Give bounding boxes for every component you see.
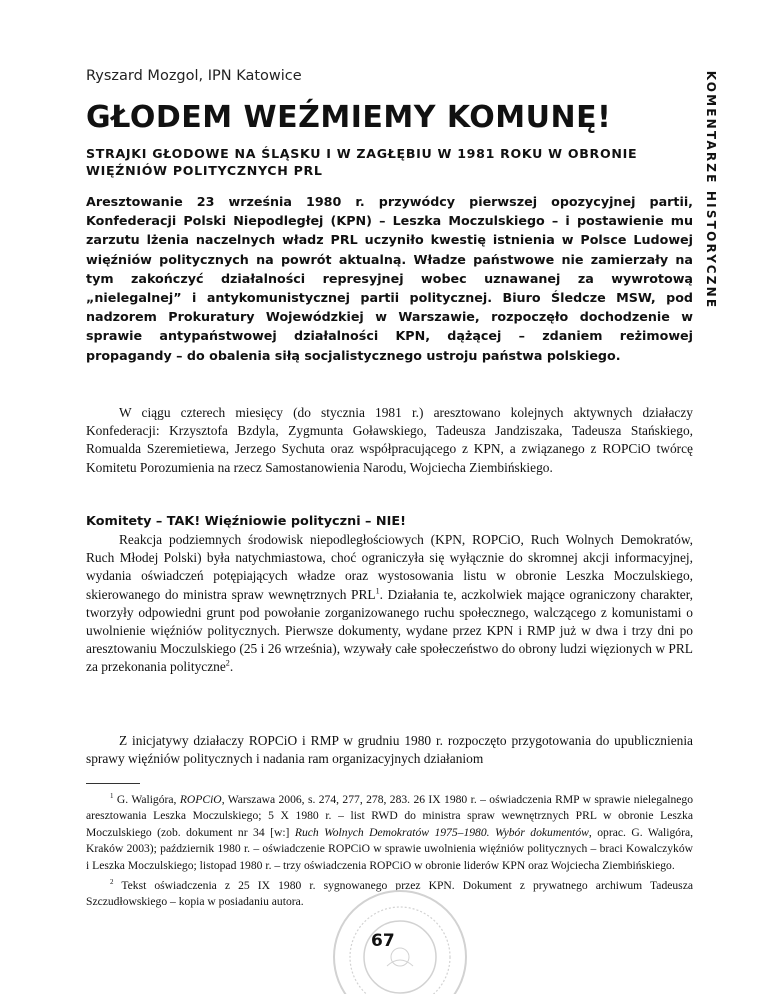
footnote-divider	[86, 783, 140, 784]
footnote-1-text-b: , Warszawa 2006, s. 274, 277, 278, 283. 26 IX 1980 r. – oświadczenia RMP w sprawie nielegalnego aresztowania Leszka Moczulskiego; 5 X 1980 r. – list RWD do ministra spraw wewnętrznych PRL w obronie Leszka Moczulskiego (zob. dokument nr 34 [w:]	[86, 793, 694, 839]
footnote-1-title-b: Ruch Wolnych Demokratów 1975–1980. Wybór dokumentów	[294, 825, 589, 839]
paragraph-2-part-1: Reakcja podziemnych środowisk niepodległościowych (KPN, ROPCiO, Ruch Wolnych Demokratów, Ruch Młodej Polski) była natychmiastowa, choć ograniczyła się wyłącznie do skromnej akcji informacyjnej, wydania oświadczeń potępiających władze oraz wystosowania listu w obronie Leszka Moczulskiego, skierowanego do ministra spraw wewnętrznych PRL	[86, 532, 693, 602]
body-paragraph-1: W ciągu czterech miesięcy (do stycznia 1981 r.) aresztowano kolejnych aktywnych działaczy Konfederacji: Krzysztofa Bzdyla, Zygmunta Goławskiego, Tadeusza Jandziszaka, Tadeusza Stańskiego, Romualda Szeremietiewa, Jerzego Sychuta oraz współpracującego z KPN, a związanego z ROPCiO twórcę Komitetu Porozumienia na rzecz Samostanowienia Narodu, Wojciecha Ziembińskiego.	[86, 405, 693, 475]
body-paragraph-3: Z inicjatywy działaczy ROPCiO i RMP w grudniu 1980 r. rozpoczęto przygotowania do upublicznienia sprawy więźniów politycznych i nadania ram organizacyjnych działaniom	[86, 733, 693, 767]
footnote-2-text: Tekst oświadczenia z 25 IX 1980 r. sygnowanego przez KPN. Dokument z prywatnego archiwum Tadeusza Szczudłowskiego – kopia w posiadaniu autora.	[86, 879, 693, 909]
footnote-2-number: 2	[110, 878, 114, 887]
section-label-text: KOMENTARZE HISTORYCZNE	[704, 70, 718, 310]
watermark-seal-icon	[329, 886, 471, 994]
article-subtitle: STRAJKI GŁODOWE NA ŚLĄSKU I W ZAGŁĘBIU W 1981 ROKU W OBRONIE WIĘŹNIÓW POLITYCZNYCH PRL	[86, 146, 638, 178]
section-heading: Komitety – TAK! Więźniowie polityczni – NIE!	[86, 514, 406, 529]
author-byline: Ryszard Mozgol, IPN Katowice	[86, 68, 302, 84]
footnote-1-text-c: , oprac. G. Waligóra, Kraków 2003); październik 1980 r. – oświadczenie ROPCiO w sprawie uwolnienia więźniów politycznych – braci Kowalczyków i Leszka Moczulskiego; listopad 1980 r. – trzy oświadczenia ROPCiO w obronie liderów KPN oraz Wojciecha Ziembińskiego.	[86, 825, 693, 872]
lead-paragraph: Aresztowanie 23 września 1980 r. przywódcy pierwszej opozycyjnej partii, Konfederacji Polski Niepodległej (KPN) – Leszka Moczulskiego – i postawienie mu zarzutu lżenia naczelnych władz PRL uczyniło kwestię istnienia w Polsce Ludowej więźniów politycznych na powrót aktualną. Władze państwowe nie zamierzały na tym zakończyć działalności represyjnej wobec uznawanej za wywrotową „nielegalnej” i antykomunistycznej partii politycznej. Biuro Śledcze MSW, pod nadzorem Prokuratury Wojewódzkiej w Warszawie, rozpoczęło dochodzenie w sprawie antypaństwowej działalności KPN, dążącej – zdaniem reżimowej propagandy – do obalenia siłą socjalistycznego ustroju państwa polskiego.	[86, 194, 693, 363]
paragraph-2-part-3: .	[229, 659, 234, 675]
page-number: 67	[371, 931, 395, 951]
body-paragraph-2	[86, 531, 693, 677]
footnote-1-number: 1	[110, 792, 114, 801]
footnote-1-text-a: G. Waligóra,	[113, 793, 180, 806]
footnote-ref-1[interactable]: 1	[375, 586, 380, 596]
section-side-label	[700, 60, 722, 320]
footnote-ref-2[interactable]: 2	[225, 658, 230, 668]
paragraph-2-part-2: . Działania te, aczkolwiek mające ograniczony charakter, tworzyły odpowiedni grunt pod powołanie zorganizowanego ruchu społecznego, walczącego z komunistami o uwolnienie więźniów politycznych. Pierwsze dokumenty, wydane przez KPN i RMP już w dwa i trzy dni po aresztowaniu Moczulskiego (25 i 26 września), wzywały całe społeczeństwo do obrony ludzi więzionych w PRL za przekonania polityczne	[86, 586, 694, 675]
footnote-1-title-a: ROPCiO	[179, 793, 222, 806]
footnote-1	[86, 792, 693, 874]
article-title: GŁODEM WEŹMIEMY KOMUNĘ!	[86, 100, 612, 135]
